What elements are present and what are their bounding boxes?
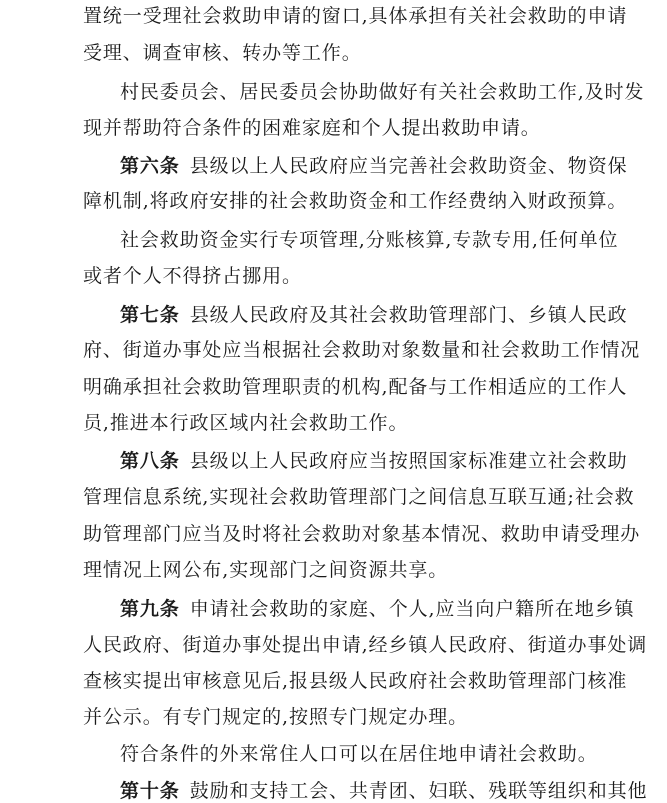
article-line [120, 154, 628, 178]
text-line: 人民政府、街道办事处提出申请,经乡镇人民政府、街道办事处调 [83, 634, 648, 656]
article-text: 县级以上人民政府应当按照国家标准建立社会救助 [189, 450, 628, 472]
article-heading: 第九条 [120, 598, 180, 620]
article-heading: 第七条 [120, 304, 180, 326]
text-line: 障机制,将政府安排的社会救助资金和工作经费纳入财政预算。 [83, 190, 628, 212]
text-line: 置统一受理社会救助申请的窗口,具体承担有关社会救助的申请 [83, 5, 628, 27]
text-line: 现并帮助符合条件的困难家庭和个人提出救助申请。 [83, 117, 541, 139]
article-text: 鼓励和支持工会、共青团、妇联、残联等组织和其他 [189, 780, 648, 802]
article-heading: 第六条 [120, 155, 180, 177]
article-text: 县级以上人民政府应当完善社会救助资金、物资保 [189, 155, 628, 177]
text-line: 管理信息系统,实现社会救助管理部门之间信息互联互通;社会救 [83, 486, 635, 508]
text-line: 助管理部门应当及时将社会救助对象基本情况、救助申请受理办 [83, 523, 641, 545]
article-text: 县级人民政府及其社会救助管理部门、乡镇人民政 [189, 304, 628, 326]
text-line: 员,推进本行政区域内社会救助工作。 [83, 412, 409, 434]
text-line: 社会救助资金实行专项管理,分账核算,专款专用,任何单位 [120, 229, 619, 251]
text-line: 符合条件的外来常住人口可以在居住地申请社会救助。 [120, 743, 598, 765]
text-line: 府、街道办事处应当根据社会救助对象数量和社会救助工作情况 [83, 339, 641, 361]
article-line [120, 449, 628, 473]
article-text: 申请社会救助的家庭、个人,应当向户籍所在地乡镇 [189, 598, 635, 620]
text-line: 明确承担社会救助管理职责的机构,配备与工作相适应的工作人 [83, 376, 628, 398]
text-line: 理情况上网公布,实现部门之间资源共享。 [83, 559, 449, 581]
text-line: 村民委员会、居民委员会协助做好有关社会救助工作,及时发 [120, 81, 645, 103]
text-line: 并公示。有专门规定的,按照专门规定办理。 [83, 706, 469, 728]
article-heading: 第十条 [120, 780, 180, 802]
text-line: 受理、调查审核、转办等工作。 [83, 42, 362, 64]
text-line: 或者个人不得挤占挪用。 [83, 265, 302, 287]
article-heading: 第八条 [120, 450, 180, 472]
article-line [120, 779, 648, 803]
article-line [120, 597, 635, 621]
article-line [120, 303, 628, 327]
text-line: 查核实提出审核意见后,报县级人民政府社会救助管理部门核准 [83, 670, 628, 692]
